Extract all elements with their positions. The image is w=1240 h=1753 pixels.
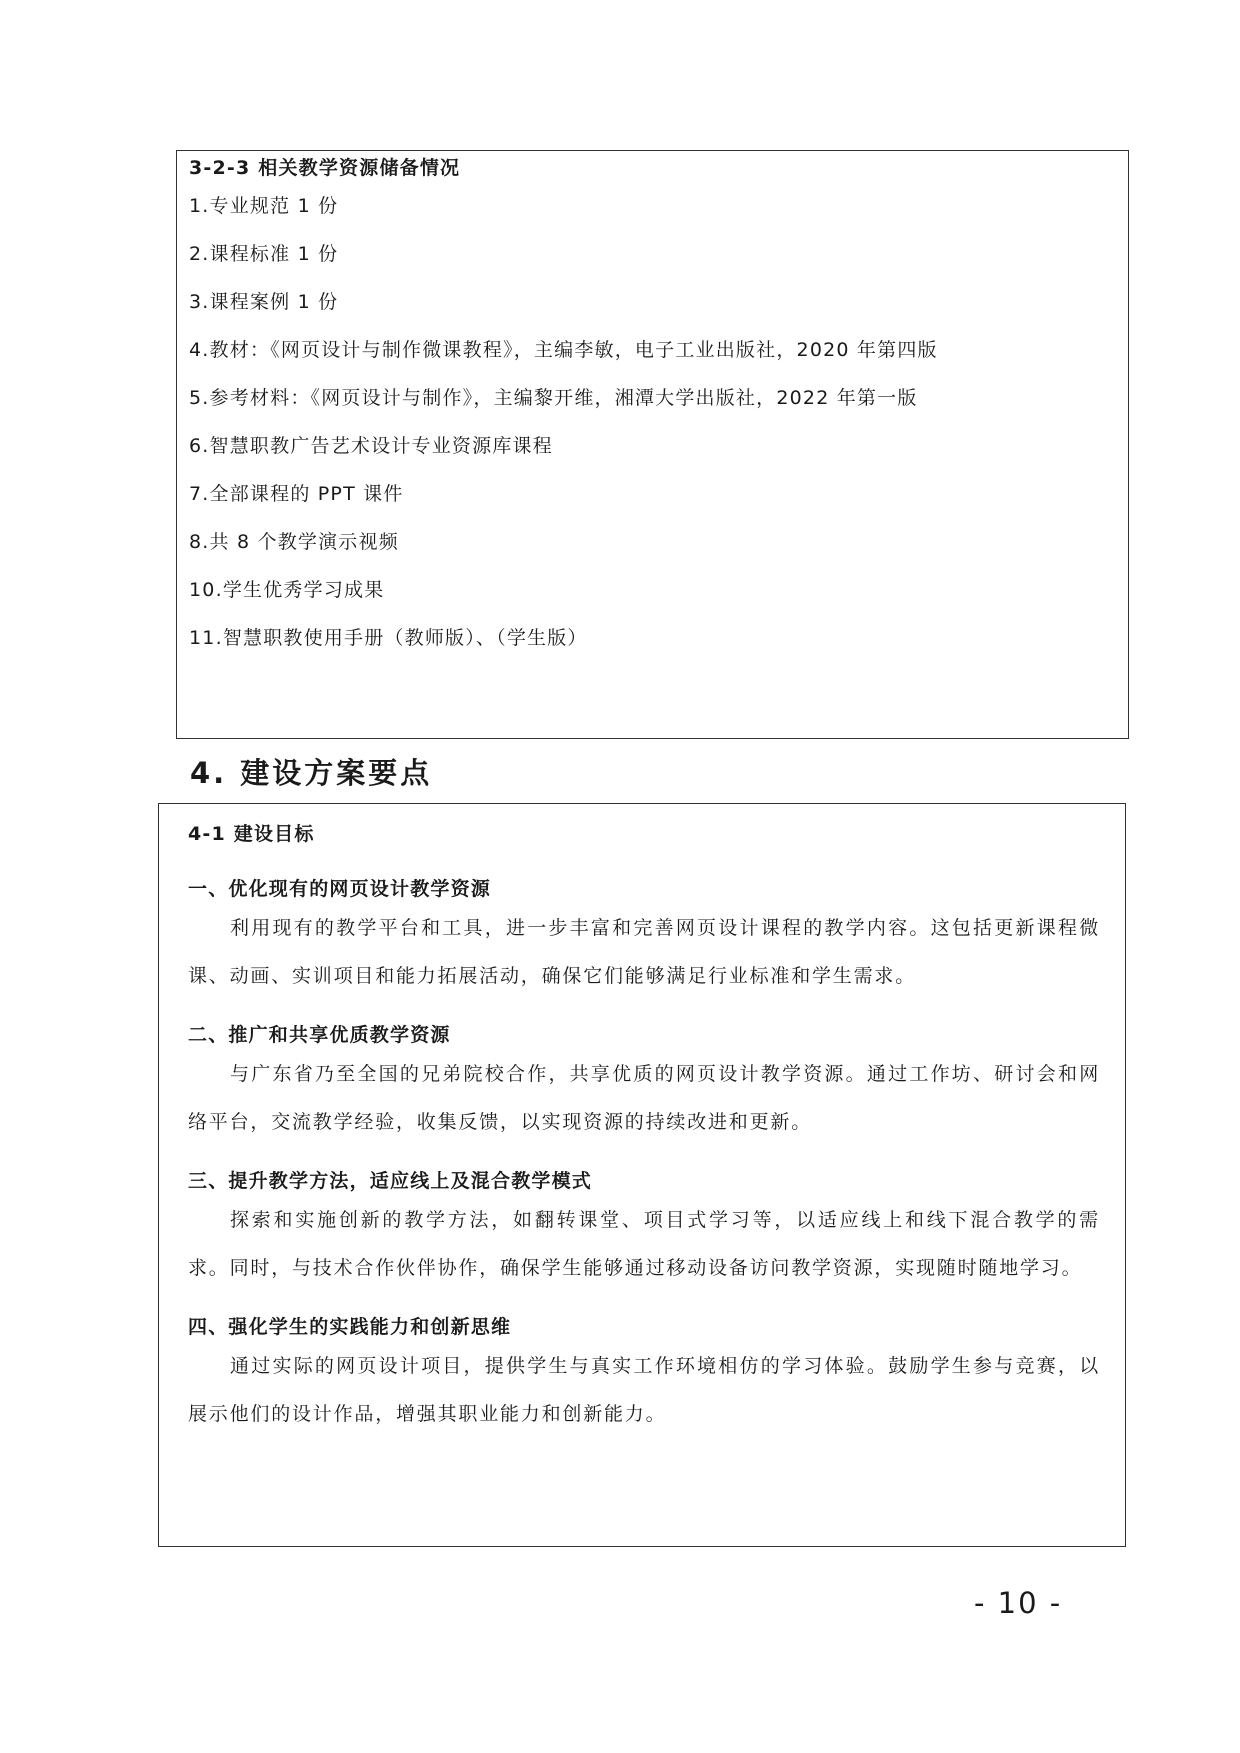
goals-table-cell xyxy=(158,803,1126,1547)
goal-title: 四、强化学生的实践能力和创新思维 xyxy=(188,1316,512,1338)
resource-item: 5.参考材料：《网页设计与制作》，主编黎开维，湘潭大学出版社，2022 年第一版 xyxy=(189,387,918,409)
resource-item: 6.智慧职教广告艺术设计专业资源库课程 xyxy=(189,435,553,457)
goal-body: 通过实际的网页设计项目，提供学生与真实工作环境相仿的学习体验。鼓励学生参与竞赛，以展示他们的设计作品，增强其职业能力和创新能力。 xyxy=(188,1355,1100,1425)
goal-body: 探索和实施创新的教学方法，如翻转课堂、项目式学习等，以适应线上和线下混合教学的需求。同时，与技术合作伙伴协作，确保学生能够通过移动设备访问教学资源，实现随时随地学习。 xyxy=(188,1209,1100,1279)
resource-item: 2.课程标准 1 份 xyxy=(189,243,339,265)
resource-item: 4.教材：《网页设计与制作微课教程》，主编李敏，电子工业出版社，2020 年第四版 xyxy=(189,339,938,361)
resource-item: 3.课程案例 1 份 xyxy=(189,291,339,313)
resources-table-cell xyxy=(176,150,1129,739)
goal-body: 利用现有的教学平台和工具，进一步丰富和完善网页设计课程的教学内容。这包括更新课程微课、动画、实训项目和能力拓展活动，确保它们能够满足行业标准和学生需求。 xyxy=(188,917,1100,987)
resource-item: 1.专业规范 1 份 xyxy=(189,195,339,217)
resources-heading: 3-2-3 相关教学资源储备情况 xyxy=(189,157,461,179)
goal-title: 三、提升教学方法，适应线上及混合教学模式 xyxy=(188,1170,593,1192)
goal-title: 一、优化现有的网页设计教学资源 xyxy=(188,878,492,900)
resource-item: 7.全部课程的 PPT 课件 xyxy=(189,483,404,505)
resource-item: 8.共 8 个教学演示视频 xyxy=(189,531,399,553)
goal-title: 二、推广和共享优质教学资源 xyxy=(188,1024,451,1046)
page-number: - 10 - xyxy=(974,1586,1063,1620)
goal-body: 与广东省乃至全国的兄弟院校合作，共享优质的网页设计教学资源。通过工作坊、研讨会和网络平台，交流教学经验，收集反馈，以实现资源的持续改进和更新。 xyxy=(188,1063,1100,1133)
resource-item: 10.学生优秀学习成果 xyxy=(189,579,385,601)
goals-heading: 4-1 建设目标 xyxy=(188,823,315,845)
section-title: 4. 建设方案要点 xyxy=(190,756,433,790)
resource-item: 11.智慧职教使用手册（教师版）、（学生版） xyxy=(189,627,588,649)
